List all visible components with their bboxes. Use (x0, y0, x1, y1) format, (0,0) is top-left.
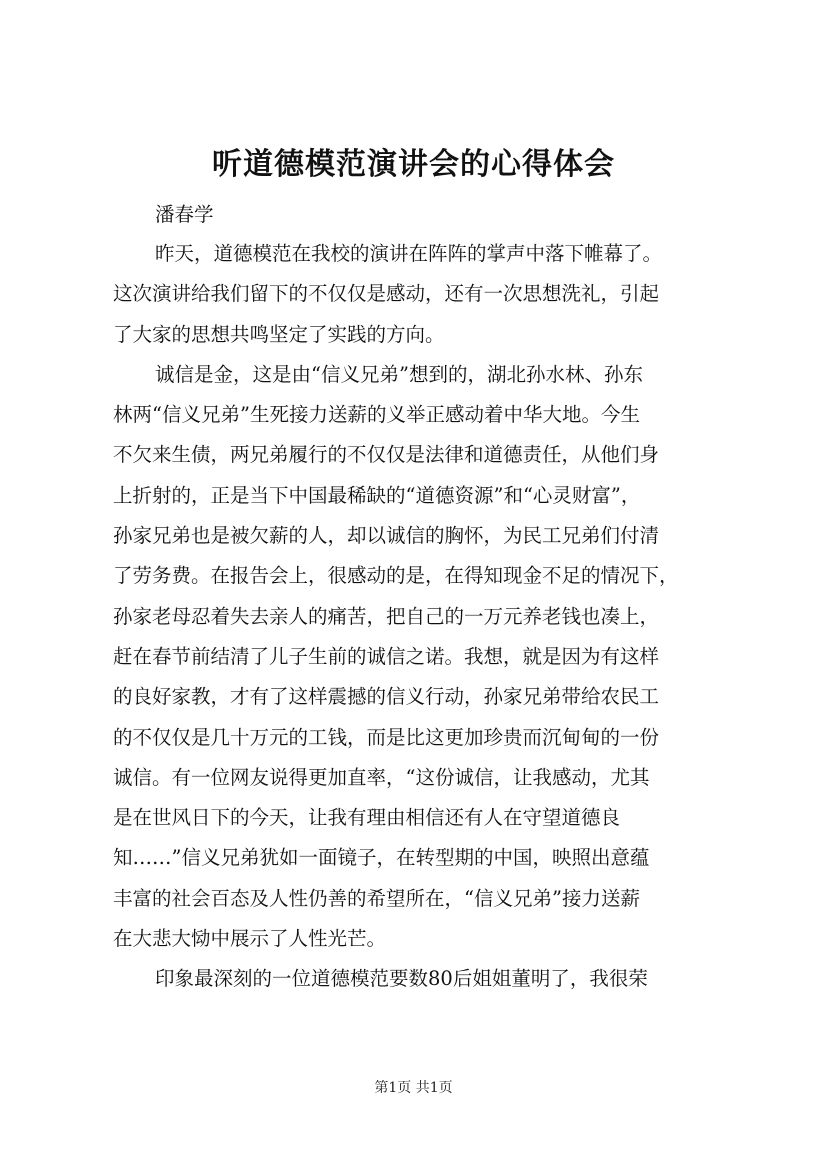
document-title: 听道德模范演讲会的心得体会 (212, 147, 615, 182)
body-line: 的良好家教，才有了这样震撼的信义行动，孙家兄弟带给农民工 (113, 685, 660, 709)
document-author: 潘春学 (155, 203, 214, 226)
body-line: 孙家老母忍着失去亲人的痛苦，把自己的一万元养老钱也凑上， (113, 604, 660, 628)
body-line: 是在世风日下的今天，让我有理由相信还有人在守望道德良 (113, 806, 621, 830)
body-line: 这次演讲给我们留下的不仅仅是感动，还有一次思想洗礼，引起 (113, 282, 660, 306)
body-line: 印象最深刻的一位道德模范要数80后姐姐董明了，我很荣 (155, 967, 648, 991)
body-line: 的不仅仅是几十万元的工钱，而是比这更加珍贵而沉甸甸的一份 (113, 725, 660, 749)
body-line: 不欠来生债，两兄弟履行的不仅仅是法律和道德责任，从他们身 (113, 443, 660, 467)
body-line: 了劳务费。在报告会上，很感动的是，在得知现金不足的情况下， (113, 564, 679, 588)
body-line: 诚信是金，这是由“信义兄弟”想到的，湖北孙水林、孙东 (155, 362, 643, 386)
body-line: 孙家兄弟也是被欠薪的人，却以诚信的胸怀，为民工兄弟们付清 (113, 524, 660, 548)
body-line: 上折射的，正是当下中国最稀缺的“道德资源”和“心灵财富”， (113, 483, 641, 507)
page-footer: 第1页 共1页 (374, 1080, 453, 1096)
body-line: 了大家的思想共鸣坚定了实践的方向。 (113, 322, 445, 346)
body-line: 林两“信义兄弟”生死接力送薪的义举正感动着中华大地。今生 (113, 403, 640, 427)
body-line: 知……”信义兄弟犹如一面镜子，在转型期的中国，映照出意蕴 (113, 846, 650, 870)
body-line: 诚信。有一位网友说得更加直率，“这份诚信，让我感动，尤其 (113, 765, 650, 789)
body-line: 赶在春节前结清了儿子生前的诚信之诺。我想，就是因为有这样 (113, 644, 660, 668)
body-line: 昨天，道德模范在我校的演讲在阵阵的掌声中落下帷幕了。 (155, 242, 663, 265)
document-body (113, 234, 739, 1000)
body-line: 在大悲大恸中展示了人性光芒。 (113, 927, 387, 951)
body-line: 丰富的社会百态及人性仍善的希望所在，“信义兄弟”接力送薪 (113, 886, 640, 910)
